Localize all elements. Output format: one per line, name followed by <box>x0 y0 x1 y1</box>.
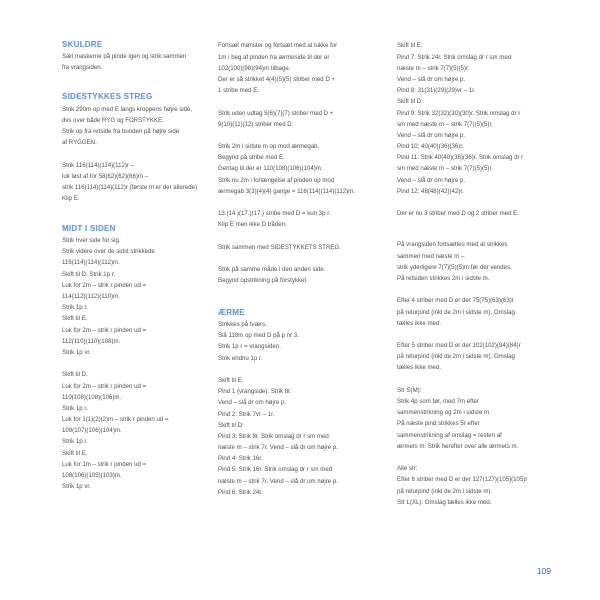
text-line: 9(10)(11)(12) striber med D. <box>218 120 294 128</box>
text-line: Strik nu 2m i forlængelse af pinden op mod <box>218 176 335 184</box>
text-line: sammenstrikning og 2m i sidste m. <box>397 409 491 417</box>
text-line: Skift til E. <box>62 315 88 323</box>
paragraph <box>218 264 355 286</box>
text-line: Pind 11: Strik 40(40)(36)(36)r. Strik omslag dr r <box>397 154 524 162</box>
text-line: sammenstrikning af omslag = resten af <box>397 431 502 439</box>
text-line: på returpind (inkl de 2m i sidste m). Omslag <box>397 353 515 361</box>
text-line: På vrangsiden fortsættes med at strikkes <box>397 241 508 249</box>
text-line: tælles ikke med. <box>397 319 442 327</box>
text-line: Strik på samme måde i den anden side. <box>218 266 326 274</box>
text-line: af RYGGEN. <box>62 139 97 147</box>
text-line: Luk for 1(1)(2)(2)m – strik r pinden ud = <box>62 416 169 424</box>
text-line: Pind 4: Strik 16r. <box>218 455 263 463</box>
text-line: på returpind (inkl de 2m i sidste m). Omslag <box>397 308 515 316</box>
text-line: Strik 1p vr. <box>62 483 91 491</box>
text-line: 116(114)(114)(112)m. <box>62 259 120 267</box>
text-line: Skift til D. <box>62 371 88 379</box>
text-line: Strik uden udtag 5(6)(7)(7) striber med D + <box>218 109 334 117</box>
paragraph <box>397 208 527 219</box>
text-line: Begynd på stribe med E. <box>218 154 285 162</box>
paragraph <box>397 340 527 374</box>
text-line: Strikkes på tværs. <box>218 321 267 329</box>
text-line: Klip E. <box>62 195 80 203</box>
text-line: dvs over både RYG og FORSTYKKE. <box>62 117 164 125</box>
text-line: tælles ikke med. <box>397 364 442 372</box>
text-line: Skift til E. <box>62 449 88 457</box>
paragraph <box>218 208 355 230</box>
text-line: Luk for 2m – strik r pinden ud = <box>62 281 147 289</box>
text-line: Slå 118m op med D på p nr 3. <box>218 332 299 340</box>
text-line: Efter 4 striber med D er der 75(75)(63)(63)r <box>397 297 514 305</box>
paragraph <box>218 319 355 364</box>
text-line: Pind 12: 48(48)(42)(42)r. <box>397 187 464 195</box>
page-number: 109 <box>536 566 551 576</box>
paragraph <box>397 385 527 452</box>
text-line: Strik 1p r. <box>62 438 88 446</box>
paragraph <box>397 40 527 197</box>
paragraph <box>218 141 355 197</box>
text-line: Str L(XL): Omslag tælles ikke med. <box>397 498 492 506</box>
text-line: Efter 6 striber med D er der 127(127)(105)(105)r <box>397 476 528 484</box>
paragraph <box>218 40 355 96</box>
text-line: Pind 10: 40(40)(36)(36)r. <box>397 143 464 151</box>
text-line: Pind 5: Strik 16r. Strik omslag dr r sm med <box>218 466 333 474</box>
text-line: 109(107)(106)(104)m. <box>62 427 122 435</box>
paragraph <box>62 51 197 73</box>
text-line: Luk for 1m – strik r pinden ud = <box>62 460 147 468</box>
text-line: Pind 7: Strik 24r. Strik omslag dr r sm med <box>397 53 512 61</box>
text-column-1 <box>62 38 197 493</box>
text-line: næste m – strik 7r. Vend – slå dr om højre p. <box>218 477 338 485</box>
paragraph <box>218 375 355 498</box>
text-line: fra vrangsiden. <box>62 64 103 72</box>
text-line: På næste pind strikkes 5r efter <box>397 420 480 428</box>
text-line: strik yderligere 7(7)(5)(5)m før der vendes. <box>397 263 512 271</box>
text-line: Gentag til der er 110(108)(106)(104)m. <box>218 165 323 173</box>
text-line: Strik 116(114)(114)(112)r – <box>62 161 135 169</box>
text-line: Skift til D. Strik 1p r. <box>62 270 116 278</box>
text-line: sammen med næste m – <box>397 252 465 260</box>
text-line: Skift til D: <box>397 98 423 106</box>
text-line: Sæt maskerne på pinde igen og strik sammen <box>62 53 187 60</box>
paragraph <box>397 295 527 329</box>
text-line: Pind 1 (vrangside): Strik 8r. <box>218 388 292 396</box>
text-line: 13.(14.)(17.)(17.) stribe med D = kun 3p r. <box>218 210 331 218</box>
text-line: 1m i beg af pinden fra ærmeside til der er <box>218 53 330 61</box>
text-line: Strik 1p vr. <box>62 348 91 356</box>
text-line: luk løst af for 58(62)(62)(66)m – <box>62 173 149 180</box>
text-line: ærmegab 3(3)(4)(4) gange = 116(114)(114)(112)m. <box>218 187 355 195</box>
paragraph <box>62 369 197 492</box>
text-line: Strik 2m i sidste m op mod ærmegab. <box>218 143 320 151</box>
paragraph <box>62 160 197 205</box>
paragraph <box>218 108 355 130</box>
section-heading: MIDT I SIDEN <box>62 223 116 233</box>
text-line: Skift til D: <box>218 421 244 429</box>
paragraph <box>397 463 527 508</box>
text-line: Pind 2: Strik 7vr – 1r. <box>218 410 275 418</box>
text-line: Vend – slå dr om højre p. <box>397 75 466 83</box>
text-line: Pind 3: Strik 8r. Strik omslag dr r sm med <box>218 432 329 440</box>
text-line: Skift til E: <box>397 42 423 50</box>
text-line: Pind 9: Strik 32(32)(30)(30)r. Strik omslag dr r <box>397 109 521 117</box>
text-line: Strik videre over de sidst strikkede <box>62 248 155 256</box>
text-line: 1 stribe med E. <box>218 87 259 95</box>
text-line: Vend – slå dr om højre p. <box>397 176 466 184</box>
text-line: Pind 6: Strik 24r. <box>218 488 263 496</box>
text-line: strik 116(114)(114)(112)r (første m er der allerede) <box>62 184 198 192</box>
paragraph <box>62 104 197 149</box>
text-line: Luk for 2m – strik r pinden ud = <box>62 326 147 334</box>
section-heading: SIDESTYKKES STREG <box>62 92 153 102</box>
text-line: Strik hver side for sig. <box>62 237 121 245</box>
text-line: 114(112)(112)(110)m. <box>62 293 120 300</box>
paragraph <box>62 235 197 358</box>
text-line: Der er så strikket 4(4)(5)(5) striber med D + <box>218 75 335 83</box>
text-line: 110(108)(108)(106)m. <box>62 393 122 401</box>
text-line: Strik 1p r. <box>62 304 88 312</box>
text-line: Strik 290m op med E langs kroppens højre side, <box>62 105 193 113</box>
text-line: Strik op fra retside fra bunden på højre side <box>62 128 180 136</box>
text-line: sm med næste m – strik 7(7)(5)(5)r. <box>397 120 493 128</box>
text-line: Vend – slå dr om højre p. <box>218 399 287 407</box>
paragraph <box>397 239 527 284</box>
paragraph <box>218 242 355 253</box>
text-line: sm med næste m – strik 7(7)(5)(5)r. <box>397 165 493 173</box>
text-line: Begynd opstrikning på forstykket. <box>218 277 308 285</box>
text-line: Efter 5 striber med D er der 102(102)(84)(84)r <box>397 342 521 350</box>
text-line: Strik sammen med SIDESTYKKETS STREG. <box>218 243 341 251</box>
text-line: Luk for 2m – strik r pinden ud = <box>62 382 147 390</box>
section-heading: SKULDRE <box>62 39 103 49</box>
text-line: Strik 4p som før, med 7m efter <box>397 398 479 406</box>
text-line: på returpind (inkl de 2m i sidste m). <box>397 487 493 495</box>
text-line: Klip E men ikke D tråden. <box>218 221 287 229</box>
text-line: Der er nu 3 striber med D og 2 striber med E. <box>397 210 519 218</box>
section-heading: ÆRME <box>218 307 245 317</box>
text-line: Strik endnu 1p r. <box>218 354 263 362</box>
text-line: 108(106)(105)(103)m. <box>62 472 122 479</box>
text-column-2 <box>218 40 355 498</box>
text-line: næste m – strik 7r. Vend – slå dr om højre p. <box>218 444 338 452</box>
text-line: På retsiden strikkes 2m i sidste m. <box>397 274 490 282</box>
text-line: Alle str: <box>397 465 418 473</box>
text-line: Str S(M): <box>397 386 422 394</box>
text-line: 102(100)(98)(94)m tilbage. <box>218 64 291 72</box>
text-line: 112(110)(110)(108)m. <box>62 337 121 345</box>
text-line: Fortsæt mønster og fortsæt med at lukke for <box>218 42 338 50</box>
text-line: Strik 1p r = vrangsiden. <box>218 343 281 351</box>
text-line: ærmets m. Strik herefter over alle ærmets m. <box>397 442 519 450</box>
text-line: næste m – strik 7(7)(5)(5)r. <box>397 64 470 72</box>
text-line: Strik 1p r. <box>62 404 88 412</box>
text-line: Pind 8: 31(31)(29)(29)vr – 1r. <box>397 87 476 95</box>
text-line: Vend – slå dr om højre p. <box>397 131 466 139</box>
text-line: Skift til E: <box>218 376 244 384</box>
text-column-3 <box>397 40 527 508</box>
